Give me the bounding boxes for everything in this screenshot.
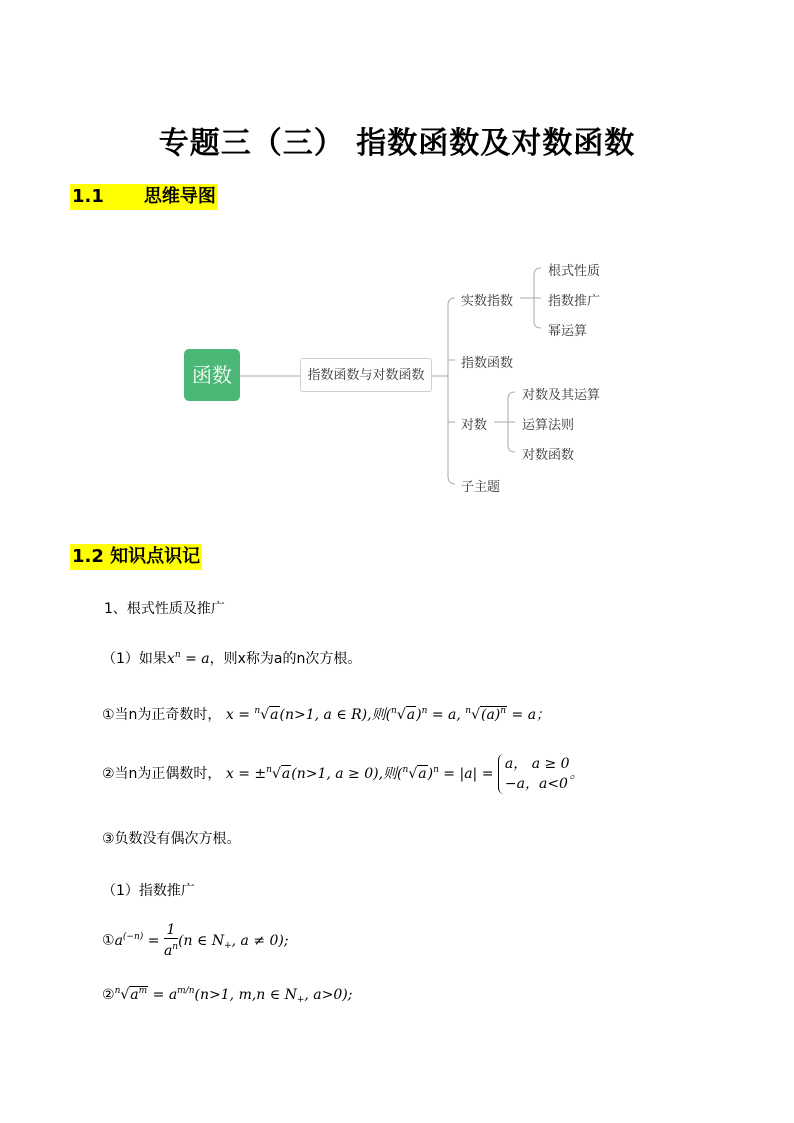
mindmap-main-node: 指数函数与对数函数: [300, 358, 432, 392]
section-heading-knowledge: [70, 544, 202, 570]
mindmap-root-node: 函数: [184, 349, 240, 401]
content-item-even: [102, 754, 584, 794]
page-title: 专题三（三） 指数函数及对数函数: [158, 126, 636, 161]
mindmap-leaf-radical-props: 根式性质: [548, 264, 601, 279]
mindmap-leaf-log-func: 对数函数: [522, 448, 575, 463]
formula-negexp: $a^{(-n)}$ = $\frac{1}{a^n}$ (n ∈ $N_+$, a ≠ 0);: [114, 922, 289, 959]
text: ②当n为正偶数时，: [102, 766, 222, 782]
section-number: 1.2: [72, 546, 104, 567]
content-item-negative: ③负数没有偶次方根。: [102, 831, 241, 847]
section-label: 思维导图: [143, 186, 216, 207]
content-formula-rational-exponent: $②^n√a^m = a^{m/n}(n>1$, m,n ∈ $N_+$, a>0);: [102, 986, 353, 1005]
mindmap-branch-real-exp: 实数指数: [461, 294, 514, 309]
mindmap-leaf-exp-extension: 指数推广: [548, 294, 601, 309]
formula: $x^n = a$: [166, 650, 210, 667]
content-paragraph-nth-root: [102, 648, 361, 668]
section-number: 1.1: [72, 186, 104, 207]
mindmap-leaf-power-ops: 幂运算: [548, 324, 588, 339]
formula-odd: x = $^n$√a(n>1, a ∈ R),则$(^n√a)^n = a$, $^n√(a)^n = a$；: [225, 706, 551, 723]
text: ①当n为正奇数时，: [102, 707, 222, 723]
content-formula-negative-exponent: $①a^{(-n)}$ = $\frac{1}{a^n}$ (n ∈ $N_+$, a ≠ 0);: [102, 922, 289, 959]
content-heading-radicals: 1、根式性质及推广: [104, 601, 225, 617]
text: ，则x称为a的n次方根。: [209, 651, 362, 667]
mindmap-leaf-rules: 运算法则: [522, 418, 575, 433]
mindmap-branch-exp-func: 指数函数: [461, 356, 514, 371]
formula-even: x = ±$^n$√a(n>1, a ≥ 0),则$(^n√a)^n = |a|$ = a， a ≥ 0 −a，a<0 。: [225, 756, 584, 792]
mindmap-branch-subtopic: 子主题: [461, 480, 501, 495]
content-heading-exp-extension: （1）指数推广: [102, 883, 195, 899]
content-item-odd: [102, 704, 550, 724]
text: （1）如果: [102, 651, 167, 667]
section-label: 知识点识记: [110, 546, 201, 567]
mindmap-leaf-log-ops: 对数及其运算: [522, 388, 601, 403]
formula-ratexp: $^n√a^m = a^{m/n}(n>1$, m,n ∈ $N_+$, a>0);: [114, 986, 353, 1005]
mindmap-branch-log: 对数: [461, 418, 488, 433]
